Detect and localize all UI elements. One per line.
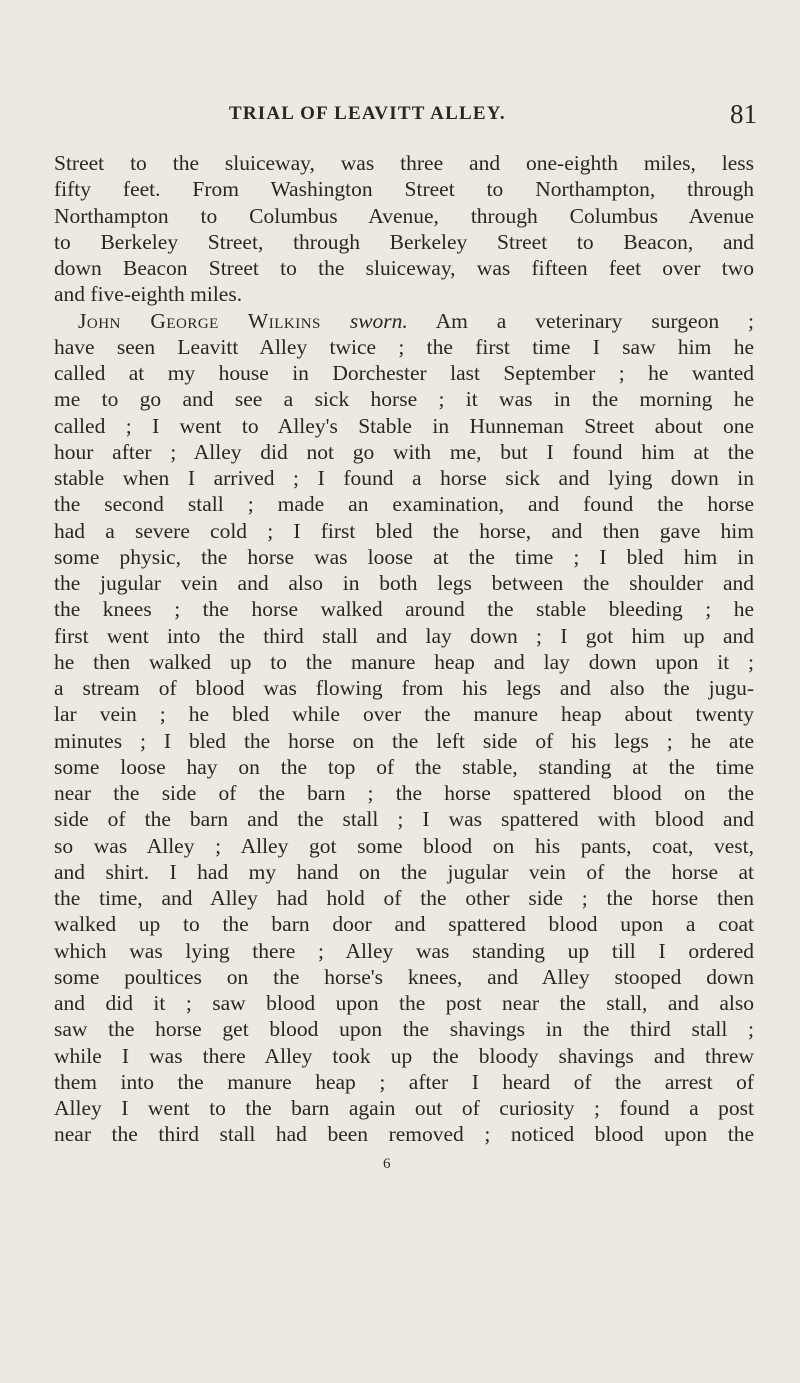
text-line: walked up to the barn door and spattered blood upon a coat — [54, 912, 754, 937]
witness-name: John George Wilkins — [78, 308, 321, 333]
text-line: the time, and Alley had hold of the other side ; the horse then — [54, 886, 754, 910]
testimony-opening: Am a veterinary surgeon ; — [407, 308, 755, 333]
text-line: lar vein ; he bled while over the manure heap about twenty — [54, 702, 754, 727]
page-number: 81 — [730, 99, 757, 129]
text-line: Street to the sluiceway, was three and one-eighth miles, less — [54, 151, 754, 175]
text-line: Alley I went to the barn again out of curiosity ; found a post — [54, 1096, 754, 1120]
text-line: and did it ; saw blood upon the post near the stall, and also — [54, 991, 754, 1015]
text-line: called ; I went to Alley's Stable in Hunneman Street about one — [54, 413, 754, 438]
text-line: minutes ; I bled the horse on the left side of his legs ; he ate — [54, 728, 754, 753]
body-text — [54, 150, 754, 1148]
text-line: some poultices on the horse's knees, and Alley stooped down — [54, 964, 754, 989]
text-line: and five-eighth miles. — [54, 282, 243, 307]
signature-mark: 6 — [383, 1156, 391, 1172]
text-line: a stream of blood was flowing from his legs and also the jugu- — [54, 676, 754, 700]
text-line: some loose hay on the top of the stable, standing at the time — [54, 754, 754, 779]
text-line: have seen Leavitt Alley twice ; the first time I saw him he — [54, 334, 754, 359]
text-line: first went into the third stall and lay down ; I got him up and — [54, 623, 754, 648]
text-line: he then walked up to the manure heap and lay down upon it ; — [54, 649, 754, 674]
text-line: the jugular vein and also in both legs between the shoulder and — [54, 571, 754, 595]
text-line: Northampton to Columbus Avenue, through Columbus Avenue — [54, 203, 754, 228]
text-line: called at my house in Dorchester last September ; he wanted — [54, 361, 754, 385]
text-line: saw the horse get blood upon the shavings in the third stall ; — [54, 1017, 754, 1042]
text-line: which was lying there ; Alley was standing up till I ordered — [54, 938, 754, 963]
running-title: TRIAL OF LEAVITT ALLEY. — [229, 103, 506, 124]
sworn-label: sworn. — [349, 308, 408, 333]
text-line: some physic, the horse was loose at the time ; I bled him in — [54, 544, 754, 569]
text-line: near the side of the barn ; the horse spattered blood on the — [54, 781, 754, 805]
text-line: to Berkeley Street, through Berkeley Street to Beacon, and — [54, 229, 754, 254]
text-line: them into the manure heap ; after I heard of the arrest of — [54, 1069, 754, 1094]
text-line: and shirt. I had my hand on the jugular vein of the horse at — [54, 859, 754, 884]
text-line: hour after ; Alley did not go with me, but I found him at the — [54, 439, 754, 464]
text-line: the second stall ; made an examination, and found the horse — [54, 492, 754, 517]
text-line: stable when I arrived ; I found a horse sick and lying down in — [54, 466, 754, 490]
text-line: fifty feet. From Washington Street to Northampton, through — [54, 177, 754, 202]
text-line: the knees ; the horse walked around the stable bleeding ; he — [54, 597, 754, 622]
text-line: down Beacon Street to the sluiceway, was fifteen feet over two — [54, 256, 754, 280]
text-line: so was Alley ; Alley got some blood on his pants, coat, vest, — [54, 833, 754, 858]
text-line: near the third stall had been removed ; noticed blood upon the — [54, 1122, 754, 1147]
text-line: while I was there Alley took up the bloody shavings and threw — [54, 1043, 754, 1068]
text-line: me to go and see a sick horse ; it was in the morning he — [54, 387, 754, 412]
text-line: had a severe cold ; I first bled the horse, and then gave him — [54, 518, 754, 543]
testimony-heading — [54, 308, 754, 334]
text-line: side of the barn and the stall ; I was spattered with blood and — [54, 807, 754, 832]
running-head — [0, 99, 800, 133]
